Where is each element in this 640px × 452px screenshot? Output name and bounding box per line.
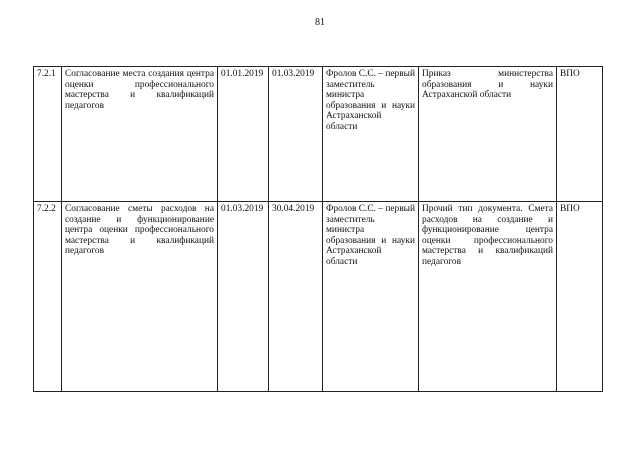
- table-row: [34, 67, 603, 202]
- activity-table: [33, 66, 603, 392]
- end-date: 01.03.2019: [269, 67, 323, 202]
- responsible-person: Фролов С.С. – первый заместитель министра образования и науки Астраханской области: [323, 67, 419, 202]
- level-code: ВПО: [557, 67, 603, 202]
- start-date: 01.01.2019: [218, 67, 269, 202]
- start-date: 01.03.2019: [218, 202, 269, 392]
- table-row: [34, 202, 603, 392]
- document-type: Прочий тип документа. Смета расходов на создание и функционирование центра оценки профессионального мастерства и квалификаций педагогов: [419, 202, 557, 392]
- document-type: Приказ министерства образования и науки Астраханской области: [419, 67, 557, 202]
- row-code: 7.2.2: [34, 202, 62, 392]
- page-number: 81: [315, 17, 325, 28]
- row-code: 7.2.1: [34, 67, 62, 202]
- activity-text: Согласование сметы расходов на создание и функционирование центра оценки профессионального мастерства и квалификаций педагогов: [62, 202, 218, 392]
- activity-text: Согласование места создания центра оценки профессионального мастерства и квалификаций педагогов: [62, 67, 218, 202]
- end-date: 30.04.2019: [269, 202, 323, 392]
- level-code: ВПО: [557, 202, 603, 392]
- responsible-person: Фролов С.С. – первый заместитель министра образования и науки Астраханской области: [323, 202, 419, 392]
